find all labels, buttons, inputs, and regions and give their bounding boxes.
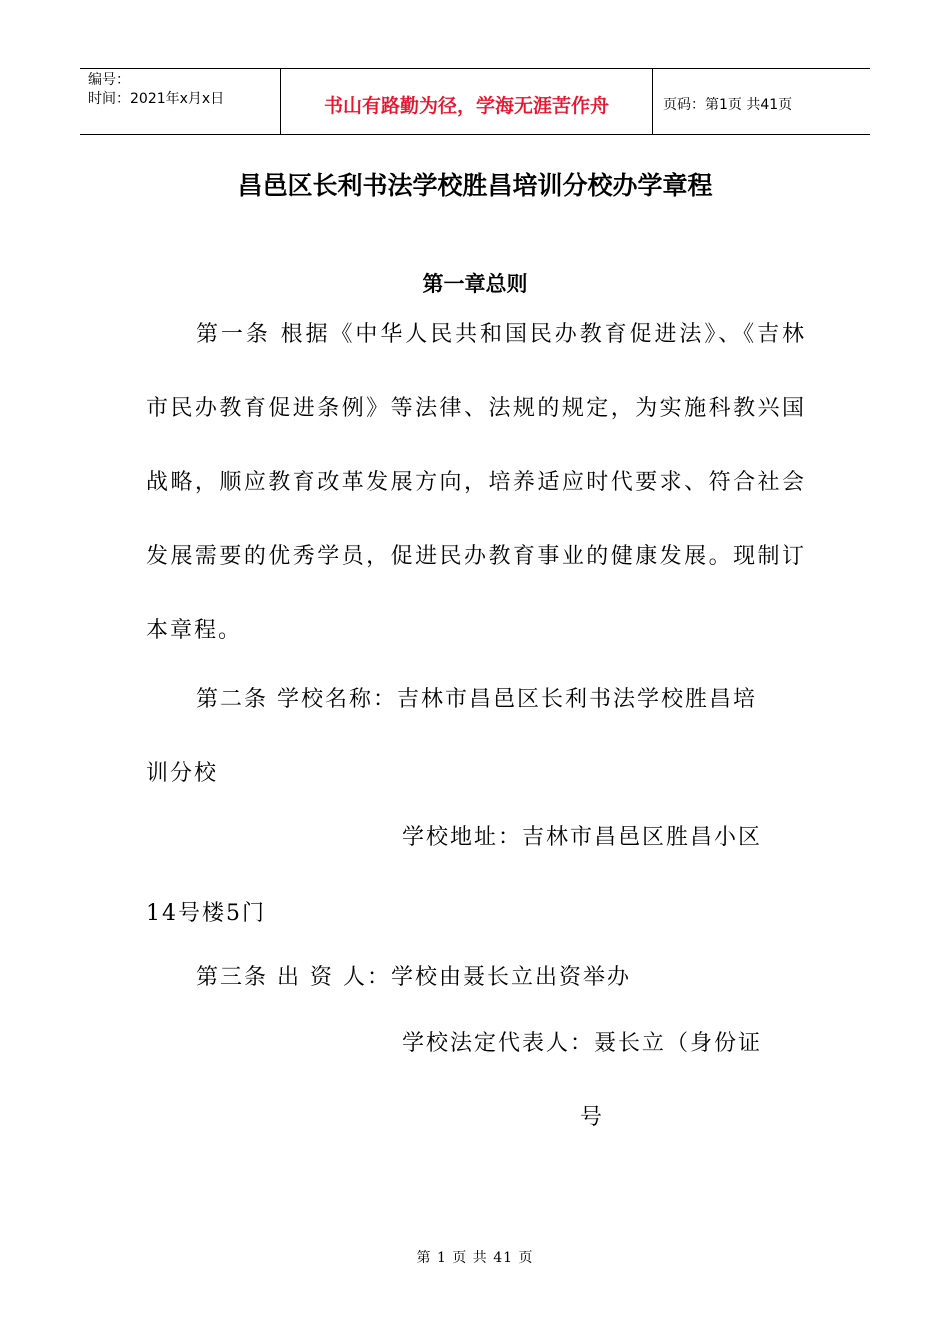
header-page-info: 页码：第1页 共41页	[663, 96, 793, 113]
header-meta	[80, 69, 280, 134]
header-motto: 书山有路勤为径，学海无涯苦作舟	[280, 69, 653, 134]
document-title: 昌邑区长利书法学校胜昌培训分校办学章程	[237, 171, 713, 200]
time-label: 时间：2021年x月x日	[88, 91, 225, 107]
article-2-line-1: 第二条 学校名称：吉林市昌邑区长利书法学校胜昌培	[196, 687, 757, 712]
address-line-1: 学校地址：吉林市昌邑区胜昌小区	[402, 825, 763, 850]
address-line-2: 14号楼5门	[146, 901, 266, 926]
chapter-title: 第一章总则	[422, 272, 528, 296]
number-label: 编号：	[88, 72, 130, 88]
id-number-suffix: 号	[580, 1105, 605, 1130]
article-2-line-2: 训分校	[146, 761, 219, 786]
article-3: 第三条 出 资 人：学校由聂长立出资举办	[196, 965, 631, 990]
article-1: 第一条 根据《中华人民共和国民办教育促进法》、《吉林市民办教育促进条例》等法律、法规的规定，为实施科教兴国战略，顺应教育改革发展方向，培养适应时代要求、符合社会发展需要的优秀学员，促进民办教育事业的健康发展。现制订本章程。	[146, 322, 806, 643]
legal-representative: 学校法定代表人：聂长立（身份证	[402, 1031, 763, 1056]
page-footer: 第 1 页 共 41 页	[416, 1250, 534, 1266]
page-header	[80, 68, 870, 135]
